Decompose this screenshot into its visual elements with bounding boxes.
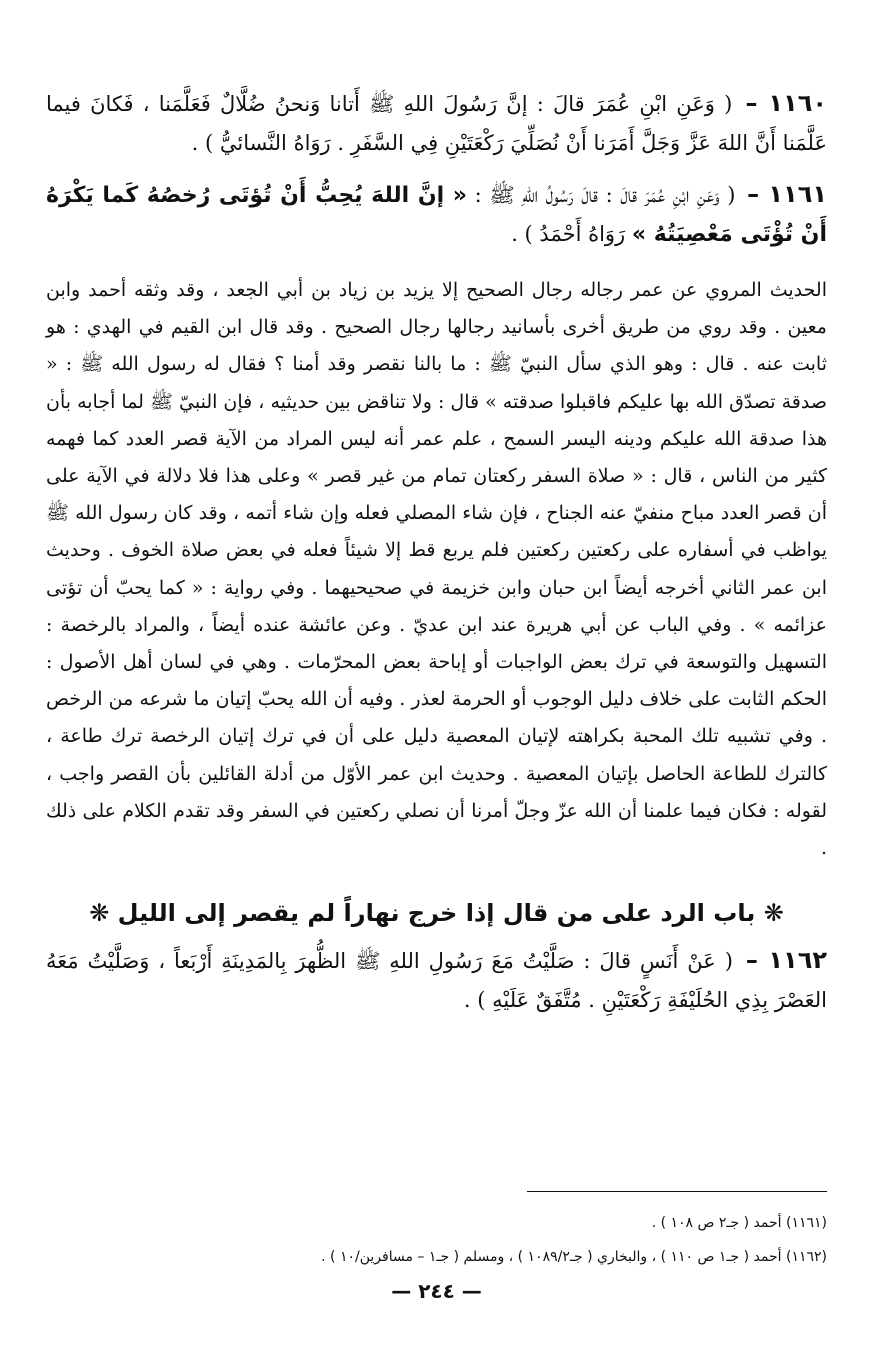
- hadith-text: ( وَعَنِ ابْنِ عُمَرَ قالَ : إنَّ رَسُولَ اللهِ ﷺ أَتانا وَنحنُ ضُلَّالٌ فَعَلَّمَنا ، فَكانَ فيما عَلَّمَنا أَنَّ اللهَ عَزَّ وَجَلَّ أَمَرَنا أَنْ نُصَلِّيَ رَكْعَتَيْنِ فِي السَّفَرِ . رَوَاهُ النَّسائيُّ ) .: [46, 92, 827, 155]
- hadith-1162: [46, 941, 827, 1020]
- hadith-1161: [46, 175, 827, 254]
- footnote: (١١٦٢) أحمد ( جـ١ ص ١١٠ ) ، والبخاري ( جـ١٠٨٩/٢ ) ، ومسلم ( جـ١ – مسافرين/١٠ ) .: [321, 1249, 827, 1265]
- hadith-source: رَوَاهُ أَحْمَدُ ) .: [511, 222, 626, 246]
- page-number: — ٢٤٤ —: [391, 1279, 482, 1303]
- hadith-number: ١١٦٢ –: [745, 946, 827, 975]
- hadith-text: ( عَنْ أَنَسٍ قالَ : صَلَّيْتُ مَعَ رَسُولِ اللهِ ﷺ الظُّهرَ بِالمَدِينَةِ أَرْبَعاً ، وَصَلَّيْتُ مَعَهُ العَصْرَ بِذِي الحُلَيْفَةِ رَكْعَتَيْنِ . مُتَّفَقٌ عَلَيْهِ ) .: [46, 949, 827, 1013]
- hadith-number: ١١٦١ –: [747, 180, 827, 208]
- footnote: (١١٦١) أحمد ( جـ٢ ص ١٠٨ ) .: [651, 1215, 827, 1231]
- hadith-number: ١١٦٠ –: [745, 89, 827, 117]
- footnotes: [46, 1206, 827, 1274]
- hadith-text: ( وَعَنِ ابْنِ عُمَرَ قالَ : قالَ رَسُولُ اللهِ ﷺ :: [474, 183, 736, 207]
- footnote-divider: [527, 1191, 827, 1192]
- book-page: [46, 84, 827, 1370]
- commentary-paragraph: الحديث المروي عن عمر رجاله رجال الصحيح إلا يزيد بن زياد بن أبي الجعد ، وقد وثقه أحمد وابن معين . وقد روي من طريق أخرى بأسانيد رجالها رجال الصحيح . وقد قال ابن القيم في الهدي : هو ثابت عنه . قال : وهو الذي سأل النبيّ ﷺ : ما بالنا نقصر وقد أمنا ؟ فقال له رسول الله ﷺ : « صدقة تصدّق الله بها عليكم فاقبلوا صدقته » قال : ولا تناقض بين حديثيه ، فإن النبيّ ﷺ لما أجابه بأن هذا صدقة الله عليكم ودينه اليسر السمح ، علم عمر أنه ليس المراد من الآية قصر العدد كما فهمه كثير من الناس ، قال : « صلاة السفر ركعتان تمام من غير قصر » وعلى هذا فلا دلالة في الآية على أن قصر العدد مباح منفيّ عنه الجناح ، فإن شاء المصلي فعله وإن شاء أتمه ، وقد كان رسول الله ﷺ يواظب في أسفاره على ركعتين ركعتين فلم يربع قط إلا شيئاً فعله في بعض صلاة الخوف . وحديث ابن عمر الثاني أخرجه أيضاً ابن حبان وابن خزيمة في صحيحيهما . وفي رواية : « كما يحبّ أن تؤتى عزائمه » . وفي الباب عن أبي هريرة عند ابن عديّ . وعن عائشة عنده أيضاً ، والمراد بالرخصة : التسهيل والتوسعة في ترك بعض الواجبات أو إباحة بعض المحرّمات . وهي في لسان أهل الأصول : الحكم الثابت على خلاف دليل الوجوب أو الحرمة لعذر . وفيه أن الله يحبّ إتيان ما شرعه من الرخص . وفي تشبيه تلك المحبة بكراهته لإتيان المعصية دليل على أن في ترك إتيان الرخصة ترك طاعة ، كالترك للطاعة الحاصل بإتيان المعصية . وحديث ابن عمر الأوّل من أدلة القائلين بأن القصر واجب ، لقوله : فكان فيما علمنا أن الله عزّ وجلّ أمرنا أن نصلي ركعتين في السفر وقد تقدم الكلام على ذلك .: [46, 279, 828, 860]
- hadith-1160: [46, 84, 827, 163]
- chapter-title: ❋ باب الرد على من قال إذا خرج نهاراً لم يقصر إلى الليل ❋: [89, 899, 784, 928]
- hadith-prophetic-quote: « إنَّ اللهَ يُحِبُّ أَنْ تُؤتَى رُخصُهُ كَما يَكْرَهُ أَنْ تُؤْتَى مَعْصِيَتُهُ »: [46, 183, 827, 247]
